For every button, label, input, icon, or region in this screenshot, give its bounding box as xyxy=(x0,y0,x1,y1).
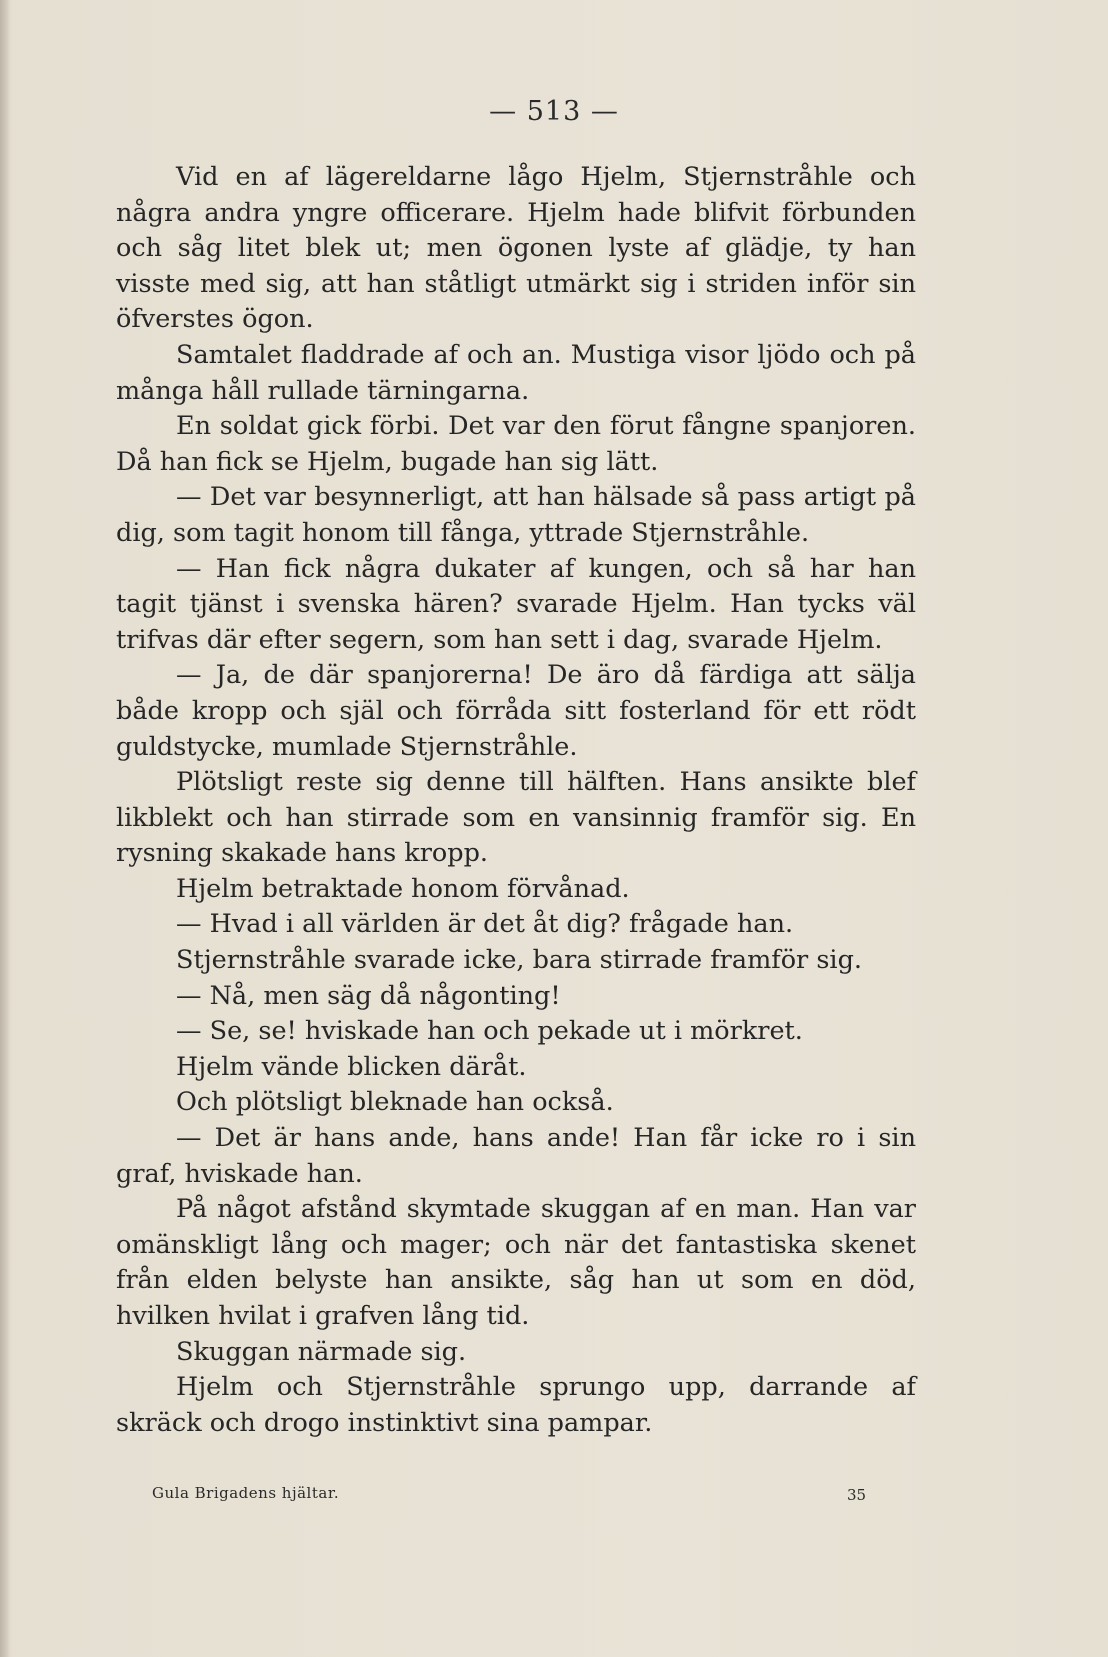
paragraph: — Se, se! hviskade han och pekade ut i mörkret. xyxy=(176,1016,803,1047)
spine-shadow xyxy=(0,0,10,1657)
signature-mark: 35 xyxy=(847,1486,867,1504)
paragraph: — Nå, men säg då någonting! xyxy=(176,980,561,1011)
paragraph: Plötsligt reste sig denne till hälften. Hans ansikte blef likblekt och han stirrade som en vansinnig framför sig. En rysning skakade hans kropp. xyxy=(116,767,916,869)
paragraph: — Det är hans ande, hans ande! Han får icke ro i sin graf, hviskade han. xyxy=(116,1123,916,1189)
paragraph: Samtalet fladdrade af och an. Mustiga visor ljödo och på många håll rullade tärningarna. xyxy=(116,339,916,406)
page-number: — 513 — xyxy=(489,96,619,127)
paragraph: Vid en af lägereldarne lågo Hjelm, Stjernstråhle och några andra yngre officerare. Hjelm hade blifvit förbunden och såg litet blek ut; men ögonen lyste af glädje, ty han visste med sig, att han ståtligt utmärkt sig i striden inför sin öfverstes ögon. xyxy=(116,162,916,335)
paragraph: Skuggan närmade sig. xyxy=(176,1336,467,1367)
paragraph: — Ja, de där spanjorerna! De äro då färdiga att sälja både kropp och själ och förråda sitt fosterland för ett rödt guldstycke, mumlade Stjernstråhle. xyxy=(116,660,916,762)
footer-book-title: Gula Brigadens hjältar. xyxy=(152,1484,340,1502)
body-text xyxy=(116,160,916,1441)
paragraph: — Han fick några dukater af kungen, och så har han tagit tjänst i svenska hären? svarade Hjelm. Han tycks väl trifvas där efter segern, som han sett i dag, svarade Hjelm. xyxy=(116,553,916,655)
paragraph: — Det var besynnerligt, att han hälsade så pass artigt på dig, som tagit honom till fånga, yttrade Stjernstråhle. xyxy=(116,482,916,548)
paragraph: Hjelm betraktade honom förvånad. xyxy=(176,873,630,904)
paragraph: En soldat gick förbi. Det var den förut fångne spanjoren. Då han fick se Hjelm, bugade han sig lätt. xyxy=(116,411,916,477)
paragraph: På något afstånd skymtade skuggan af en man. Han var omänskligt lång och mager; och när det fantastiska skenet från elden belyste han ansikte, såg han ut som en död, hvilken hvilat i grafven lång tid. xyxy=(116,1194,916,1331)
paragraph: — Hvad i all världen är det åt dig? frågade han. xyxy=(176,909,794,940)
paragraph: Hjelm och Stjernstråhle sprungo upp, darrande af skräck och drogo instinktivt sina pampar. xyxy=(116,1372,916,1438)
paragraph: Stjernstråhle svarade icke, bara stirrade framför sig. xyxy=(176,945,863,976)
paragraph: Och plötsligt bleknade han också. xyxy=(176,1087,614,1118)
paragraph: Hjelm vände blicken däråt. xyxy=(176,1051,527,1082)
